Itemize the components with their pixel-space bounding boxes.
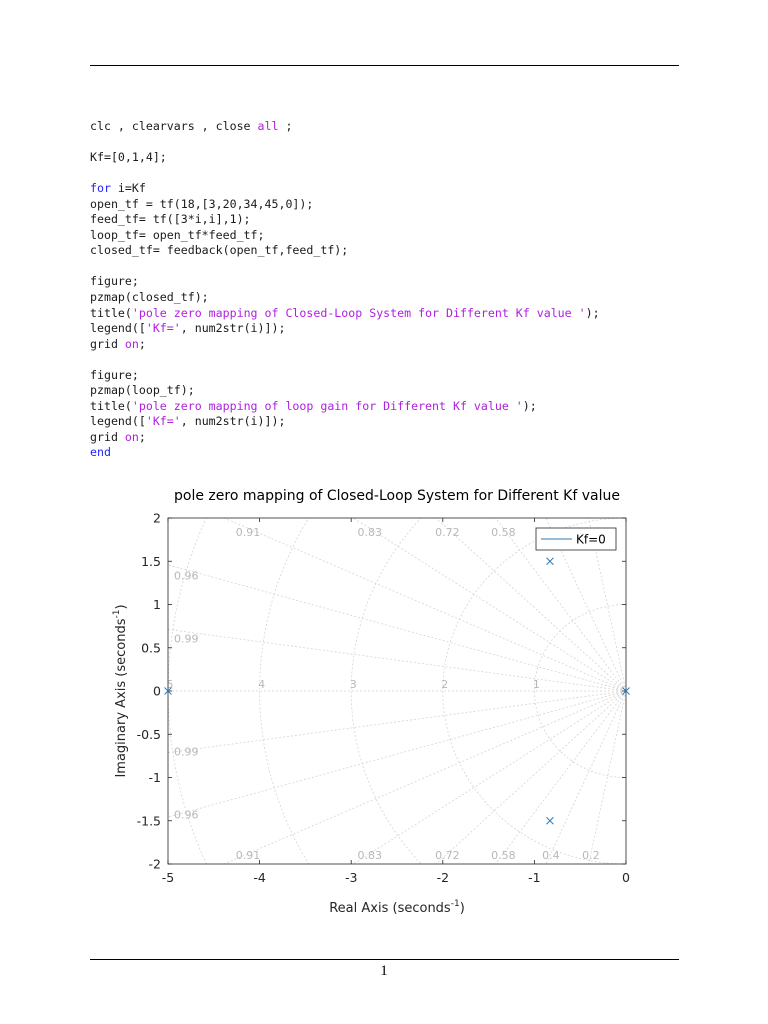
damping-label: 0.83 <box>357 526 382 539</box>
x-tick-label: -2 <box>436 870 450 885</box>
pole-marker <box>546 817 553 824</box>
damping-label: 0.91 <box>235 526 261 539</box>
y-tick-label: 1 <box>153 597 161 612</box>
damping-grid-ray <box>105 691 626 922</box>
damping-grid-ray <box>105 482 626 691</box>
x-axis-label-text: Real Axis (seconds <box>329 901 451 916</box>
code-text: figure; <box>90 274 139 289</box>
chart-legend <box>536 528 616 550</box>
code-text: title( <box>90 398 132 413</box>
y-axis-label-sup: -1 <box>112 609 122 619</box>
code-text: pzmap(closed_tf); <box>90 290 209 305</box>
frequency-label: 2 <box>441 678 449 691</box>
y-axis-label <box>112 604 129 777</box>
damping-label: 0.96 <box>174 808 199 822</box>
code-line <box>90 197 600 213</box>
code-line <box>90 228 600 244</box>
damping-grid-ray <box>105 482 626 691</box>
damping-label: 0.4 <box>542 849 560 862</box>
damping-label: 0.58 <box>491 526 516 539</box>
frequency-label: 5 <box>166 678 174 691</box>
damping-grid-ray <box>260 482 626 691</box>
code-text: open_tf = tf(18,[3,20,34,45,0]); <box>90 196 314 211</box>
damping-label: 0.58 <box>491 849 516 862</box>
code-string: on <box>124 429 139 444</box>
code-text: legend([ <box>90 321 146 336</box>
code-string: 'Kf=' <box>145 321 181 336</box>
code-line <box>90 290 600 306</box>
damping-label: 0.99 <box>174 745 199 759</box>
code-string: 'pole zero mapping of Closed-Loop System for Different Kf value ' <box>131 305 586 320</box>
code-keyword: for <box>90 181 111 196</box>
code-text: feed_tf= tf([3*i,i],1); <box>90 212 251 227</box>
matlab-code-block <box>90 119 600 461</box>
code-string: 'pole zero mapping of loop gain for Different Kf value ' <box>131 398 523 413</box>
frequency-grid-arc <box>443 518 626 864</box>
y-tick-label: 2 <box>153 510 161 526</box>
header-rule <box>90 65 679 66</box>
code-line <box>90 352 600 368</box>
code-line <box>90 119 600 135</box>
code-text: ; <box>138 336 146 351</box>
code-line <box>90 212 600 228</box>
code-text: ); <box>522 398 537 413</box>
code-line <box>90 368 600 384</box>
x-axis-label-sup: -1 <box>450 899 460 909</box>
code-line <box>90 445 600 461</box>
code-text: closed_tf= feedback(open_tf,feed_tf); <box>90 243 349 258</box>
code-string: 'Kf=' <box>145 414 181 429</box>
damping-grid-ray <box>105 691 626 922</box>
code-line <box>90 337 600 353</box>
code-string: all <box>257 119 279 133</box>
code-line <box>90 135 600 151</box>
code-text: ); <box>585 305 600 320</box>
damping-grid-ray <box>105 691 626 922</box>
damping-grid-ray <box>105 691 626 922</box>
code-keyword: end <box>90 445 111 460</box>
code-text: , num2str(i)]); <box>180 321 286 336</box>
damping-grid-ray <box>105 482 626 691</box>
code-text: loop_tf= open_tf*feed_tf; <box>90 227 265 242</box>
damping-grid-ray <box>443 691 626 922</box>
code-text: grid <box>90 336 125 351</box>
y-tick-label: 0.5 <box>141 640 161 656</box>
damping-label: 0.96 <box>174 569 199 583</box>
code-text: title( <box>90 305 132 320</box>
code-line <box>90 274 600 290</box>
frequency-label: 1 <box>532 678 540 691</box>
code-text: grid <box>90 429 125 444</box>
x-tick-label: -3 <box>344 870 358 885</box>
code-text: clc , clearvars , close <box>90 119 258 133</box>
code-text: Kf=[0,1,4]; <box>90 150 167 165</box>
code-line <box>90 166 600 182</box>
code-line <box>90 150 600 166</box>
damping-label: 0.83 <box>357 849 382 862</box>
y-tick-label: -1 <box>148 770 161 785</box>
code-line <box>90 181 600 197</box>
damping-label: 0.72 <box>435 526 460 539</box>
code-line <box>90 430 600 446</box>
code-line <box>90 399 600 415</box>
legend-entry: Kf=0 <box>576 532 606 547</box>
y-axis-label-text: Imaginary Axis (seconds <box>114 618 129 778</box>
y-tick-label: -2 <box>148 856 161 872</box>
y-tick-label: -1.5 <box>136 813 161 829</box>
code-text: pzmap(loop_tf); <box>90 383 195 398</box>
code-text: ; <box>138 429 146 444</box>
code-text: i=Kf <box>110 181 146 196</box>
code-line <box>90 259 600 275</box>
frequency-label: 4 <box>258 678 266 691</box>
x-tick-label: -4 <box>253 870 266 885</box>
footer-rule <box>90 959 679 960</box>
y-tick-label: 1.5 <box>141 553 161 569</box>
code-line <box>90 414 600 430</box>
y-tick-label: -0.5 <box>136 726 161 742</box>
damping-label: 0.91 <box>235 849 261 862</box>
damping-grid-ray <box>443 482 626 691</box>
damping-grid-ray <box>105 482 626 691</box>
x-tick-label: -5 <box>161 870 175 885</box>
damping-label: 0.99 <box>174 632 199 646</box>
x-axis-label <box>329 899 465 916</box>
code-line <box>90 243 600 259</box>
damping-label: 0.2 <box>582 849 600 862</box>
chart-title: pole zero mapping of Closed-Loop System for Different Kf value <box>174 488 620 504</box>
code-text: , num2str(i)]); <box>180 414 286 429</box>
x-axis-label-close: ) <box>459 901 465 916</box>
pzmap-chart <box>105 482 685 922</box>
code-text: legend([ <box>90 414 146 429</box>
code-text: figure; <box>90 367 139 382</box>
code-line <box>90 321 600 337</box>
pole-marker <box>546 558 553 565</box>
pzmap-figure <box>105 482 685 927</box>
damping-label: 0.72 <box>435 849 460 862</box>
damping-grid-ray <box>105 482 626 691</box>
code-line <box>90 306 600 322</box>
frequency-label: 3 <box>349 678 357 691</box>
y-tick-label: 0 <box>153 683 161 699</box>
y-axis-label-close: ) <box>114 604 129 610</box>
code-text: ; <box>278 119 293 133</box>
code-line <box>90 383 600 399</box>
code-string: on <box>124 336 139 351</box>
damping-grid-ray <box>105 691 626 922</box>
x-tick-label: 0 <box>622 870 630 885</box>
page-number: 1 <box>380 963 388 979</box>
x-tick-label: -1 <box>528 870 541 885</box>
